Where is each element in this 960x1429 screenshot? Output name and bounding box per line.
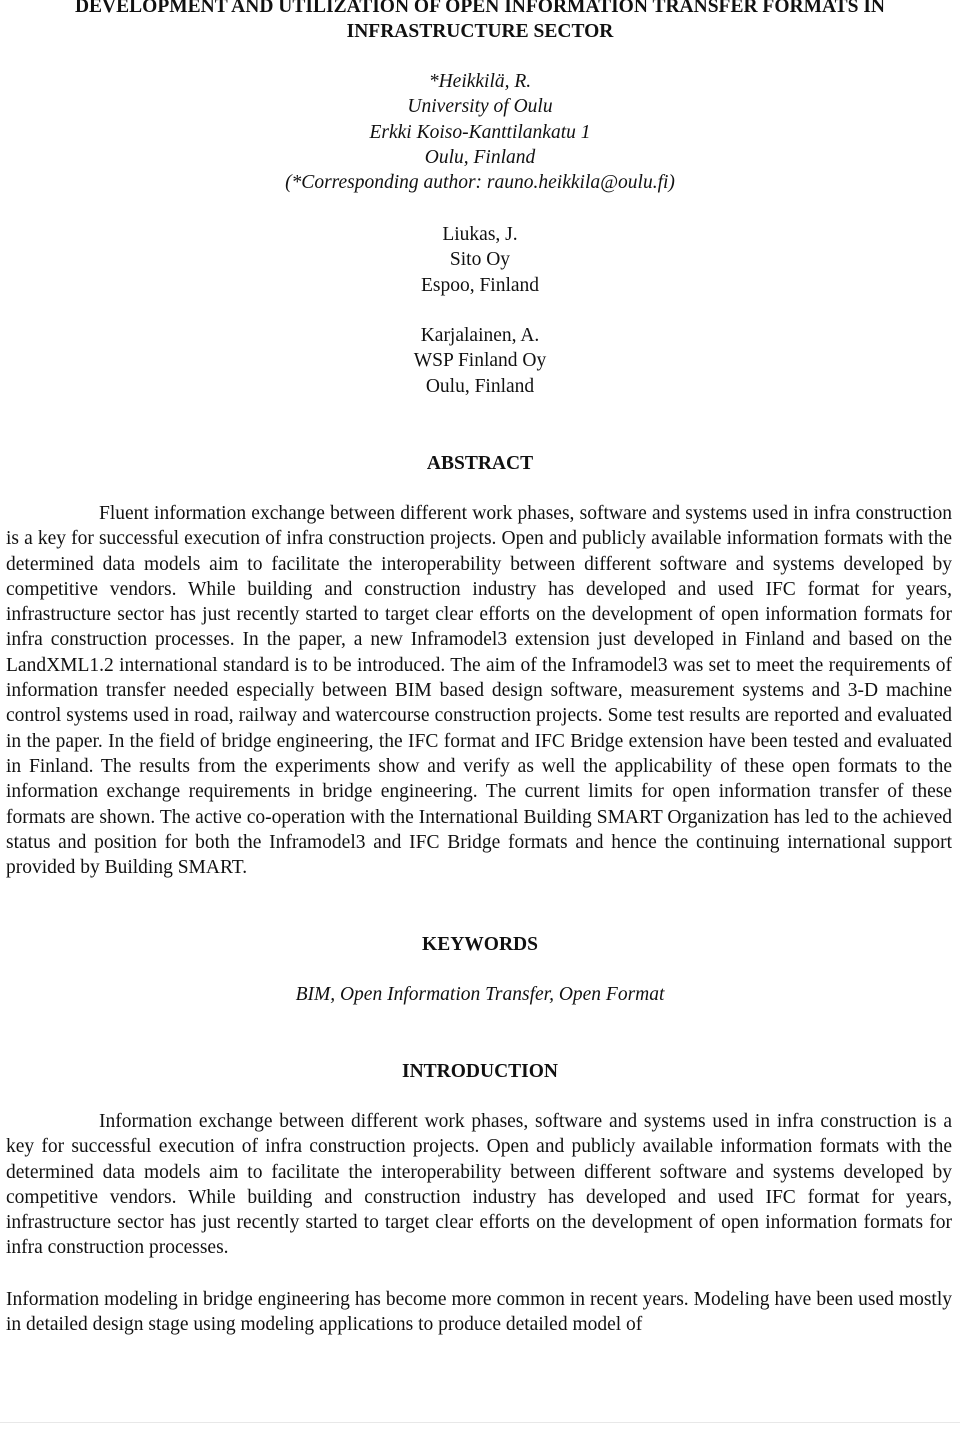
author-city: Oulu, Finland xyxy=(425,375,535,397)
author-city: Espoo, Finland xyxy=(420,274,540,296)
introduction-heading: INTRODUCTION xyxy=(401,1061,559,1082)
author-block-3 xyxy=(0,323,960,399)
author-contact: (*Corresponding author: rauno.heikkila@oulu.fi) xyxy=(285,172,675,194)
author-street: Erkki Koiso-Kanttilankatu 1 xyxy=(369,121,591,143)
introduction-paragraph-1: Information exchange between different work phases, software and systems used in infra construction is a key for successful execution of infra construction projects. Open and publicly available information formats with the determined data models aim to facilitate the interoperability between different software and systems developed by competitive vendors. While building and construction industry has developed and used IFC format for years, infrastructure sector has just recently started to target clear efforts on the development of open information formats for infra construction processes. xyxy=(6,1111,952,1259)
abstract-heading: ABSTRACT xyxy=(426,453,534,474)
author-name: Liukas, J. xyxy=(442,224,518,245)
author-affiliation: University of Oulu xyxy=(407,96,553,118)
abstract-text: Fluent information exchange between different work phases, software and systems used in infra construction is a key for successful execution of infra construction projects. Open and publicly available information formats with the determined data models aim to facilitate the interoperability between different software and systems developed by competitive vendors. While building and construction industry has developed and used IFC format for years, infrastructure sector has just recently started to target clear efforts on the development of open information formats for infra construction processes. In the paper, a new Inframodel3 extension just developed in Finland and based on the LandXML1.2 international standard is to be introduced. The aim of the Inframodel3 was set to meet the requirements of information transfer needed especially between BIM based design software, measurement systems and 3-D machine control systems used in road, railway and watercourse construction projects. Some test results are reported and evaluated in the paper. In the field of bridge engineering, the IFC format and IFC Bridge extension have been tested and evaluated in Finland. The results from the experiments show and verify as well the applicability of these open formats to the information exchange requirements in bridge engineering. The current limits for open information transfer of these formats are shown. The active co-operation with the International Building SMART Organization has led to the achieved status and position for both the Inframodel3 and IFC Bridge formats and hence the continuing international support provided by Building SMART. xyxy=(6,503,952,879)
author-block-1 xyxy=(0,69,960,195)
author-affiliation: WSP Finland Oy xyxy=(413,350,547,372)
keywords-heading: KEYWORDS xyxy=(422,934,538,955)
author-name: *Heikkilä, R. xyxy=(428,71,532,92)
author-name: Karjalainen, A. xyxy=(420,325,540,346)
paper-title xyxy=(0,0,960,44)
keywords-list: BIM, Open Information Transfer, Open Format xyxy=(295,984,665,1005)
page-bottom-divider xyxy=(0,1422,960,1423)
introduction-paragraph-2: Information modeling in bridge engineering has become more common in recent years. Modeling have been used mostly in detailed design stage using modeling applications to produce detailed model of xyxy=(6,1289,952,1336)
author-block-2 xyxy=(0,222,960,298)
keywords-text xyxy=(0,982,960,1007)
title-line-1: DEVELOPMENT AND UTILIZATION OF OPEN INFORMATION TRANSFER FORMATS IN xyxy=(74,0,886,17)
title-line-2: INFRASTRUCTURE SECTOR xyxy=(346,21,614,42)
author-affiliation: Sito Oy xyxy=(449,249,511,271)
author-city: Oulu, Finland xyxy=(424,146,536,168)
